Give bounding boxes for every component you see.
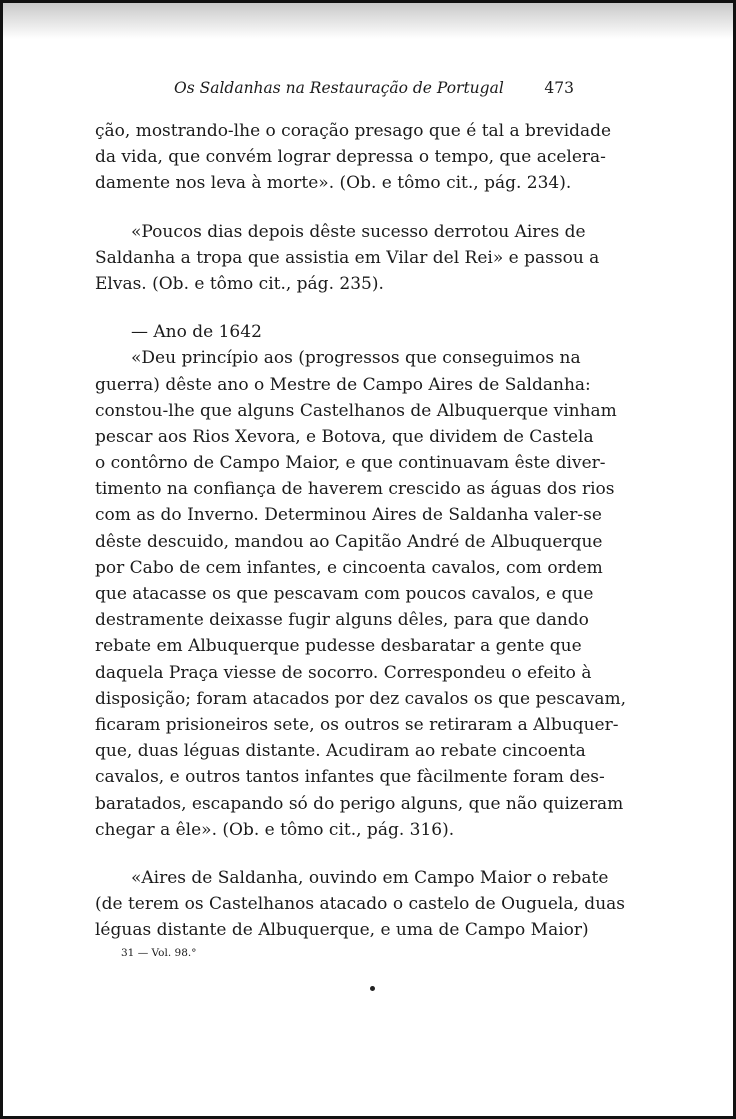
text-line: «Deu princípio aos (progressos que conseguimos na — [131, 348, 581, 369]
text-line: chegar a êle». (Ob. e tômo cit., pág. 316). — [95, 819, 455, 840]
section-heading: — Ano de 1642 — [131, 322, 262, 343]
text-line: Saldanha a tropa que assistia em Vilar del Rei» e passou a — [95, 247, 600, 268]
text-line: «Poucos dias depois dêste sucesso derrotou Aires de — [131, 221, 586, 242]
printer-signature: 31 — Vol. 98.° — [121, 947, 197, 959]
text-line: baratados, escapando só do perigo alguns, que não quizeram — [95, 793, 624, 814]
text-line: daquela Praça viesse de socorro. Correspondeu o efeito à — [95, 662, 592, 683]
text-line: da vida, que convém lograr depressa o tempo, que acelera- — [95, 147, 606, 168]
text-line: ficaram prisioneiros sete, os outros se retiraram a Albuquer- — [95, 714, 619, 735]
text-line: Elvas. (Ob. e tômo cit., pág. 235). — [95, 273, 384, 294]
page-number: 473 — [544, 79, 574, 97]
text-line: destramente deixasse fugir alguns dêles, para que dando — [95, 610, 589, 631]
text-line: guerra) dêste ano o Mestre de Campo Aires de Saldanha: — [95, 374, 591, 395]
ink-speck — [370, 986, 375, 991]
text-line: com as do Inverno. Determinou Aires de Saldanha valer-se — [95, 505, 602, 526]
text-line: rebate em Albuquerque pudesse desbaratar a gente que — [95, 636, 582, 657]
text-line: dêste descuido, mandou ao Capitão André de Albuquerque — [95, 531, 603, 552]
text-line: que, duas léguas distante. Acudiram ao rebate cincoenta — [95, 741, 586, 762]
running-header — [96, 76, 574, 100]
text-line: que atacasse os que pescavam com poucos cavalos, e que — [95, 584, 594, 604]
text-line: damente nos leva à morte». (Ob. e tômo cit., pág. 234). — [95, 173, 572, 194]
header-title: Os Saldanhas na Restauração de Portugal — [174, 79, 504, 97]
text-line: disposição; foram atacados por dez cavalos os que pescavam, — [95, 688, 627, 709]
body-text — [95, 118, 627, 943]
text-line: constou-lhe que alguns Castelhanos de Albuquerque vinham — [95, 400, 617, 421]
text-line: léguas distante de Albuquerque, e uma de Campo Maior) — [95, 920, 589, 941]
text-line: por Cabo de cem infantes, e cincoenta cavalos, com ordem — [95, 557, 603, 578]
text-line: timento na confiança de haverem crescido as águas dos rios — [95, 479, 615, 500]
text-line: (de terem os Castelhanos atacado o castelo de Ouguela, duas — [95, 894, 625, 915]
text-line: pescar aos Rios Xevora, e Botova, que dividem de Castela — [95, 426, 594, 447]
text-line: o contôrno de Campo Maior, e que continuavam êste diver- — [95, 453, 606, 474]
text-line: cavalos, e outros tantos infantes que fàcilmente foram des- — [95, 767, 605, 788]
text-line: ção, mostrando-lhe o coração presago que é tal a brevidade — [95, 121, 612, 141]
text-line: «Aires de Saldanha, ouvindo em Campo Maior o rebate — [131, 867, 609, 888]
